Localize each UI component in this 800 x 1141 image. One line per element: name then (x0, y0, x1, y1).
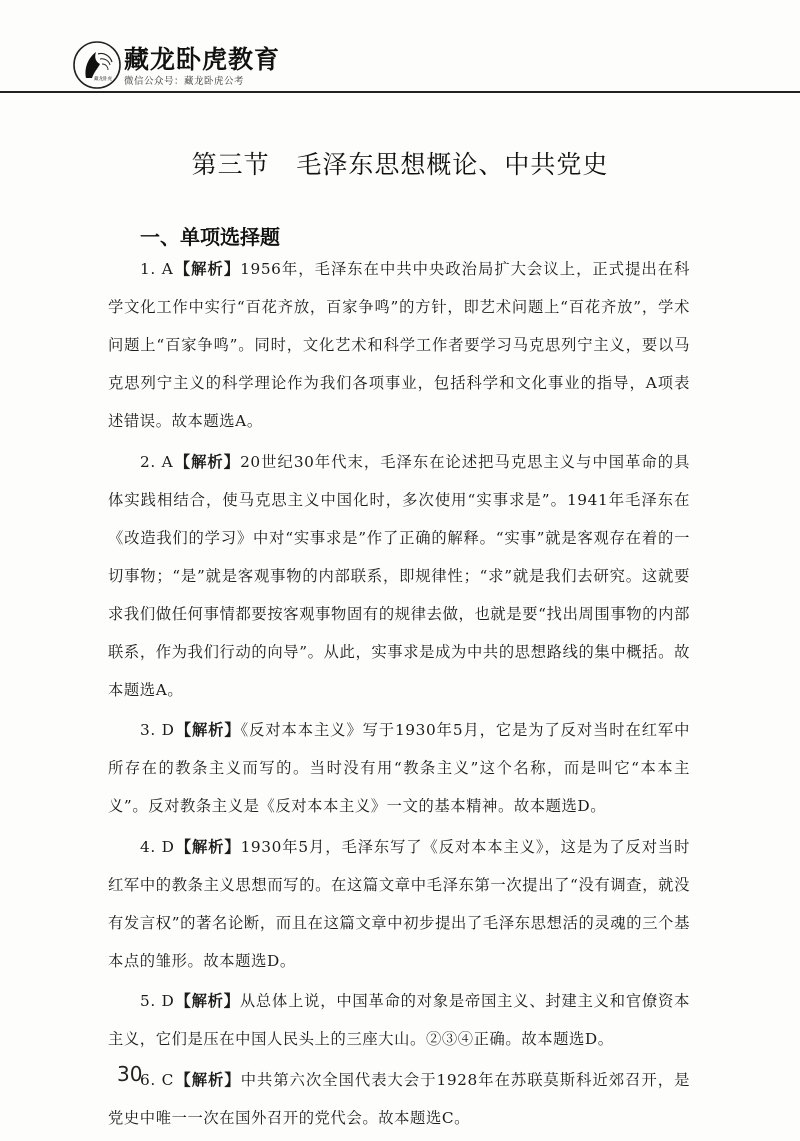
brand-logo-icon (72, 40, 122, 90)
answer-number: 3. D (140, 721, 175, 739)
analysis-tag: 【解析】 (175, 992, 240, 1010)
answer-item (108, 711, 690, 825)
answer-item (108, 443, 690, 709)
answer-number: 1. A (140, 260, 174, 278)
header-divider (0, 91, 800, 93)
answer-number: 5. D (140, 992, 175, 1010)
answer-item (108, 1061, 690, 1137)
answer-list (108, 250, 690, 1139)
page-header (0, 0, 800, 92)
answer-text: 1956年，毛泽东在中共中央政治局扩大会议上，正式提出在科学文化工作中实行“百花齐放，百家争鸣”的方针，即艺术问题上“百花齐放”，学术问题上“百家争鸣”。同时，文化艺术和科学工作者要学习马克思列宁主义，要以马克思列宁主义的科学理论作为我们各项事业，包括科学和文化事业的指导，A项表述错误。故本题选A。 (108, 260, 691, 430)
subheading: 一、单项选择题 (140, 224, 280, 249)
answer-text: 1930年5月，毛泽东写了《反对本本主义》，这是为了反对当时红军中的教条主义思想而写的。在这篇文章中毛泽东第一次提出了“没有调查，就没有发言权”的著名论断，而且在这篇文章中初步提出了毛泽东思想活的灵魂的三个基本点的雏形。故本题选D。 (108, 837, 691, 970)
answer-text: 《反对本本主义》写于1930年5月，它是为了反对当时在红军中所存在的教条主义而写的。当时没有用“教条主义”这个名称，而是叫它“本本主义”。反对教条主义是《反对本本主义》一文的基本精神。故本题选D。 (108, 721, 691, 815)
answer-number: 4. D (140, 837, 175, 856)
answer-number: 6. C (140, 1070, 174, 1089)
answer-number: 2. A (140, 452, 174, 471)
answer-item (108, 828, 690, 980)
brand-title: 藏龙卧虎教育 (124, 45, 281, 74)
analysis-tag: 【解析】 (174, 1070, 241, 1089)
page-number: 30 (117, 1062, 143, 1086)
answer-text: 从总体上说，中国革命的对象是帝国主义、封建主义和官僚资本主义，它们是压在中国人民头上的三座大山。②③④正确。故本题选D。 (108, 992, 690, 1048)
analysis-tag: 【解析】 (175, 837, 241, 856)
answer-text: 20世纪30年代末，毛泽东在论述把马克思主义与中国革命的具体实践相结合，使马克思主义中国化时，多次使用“实事求是”。1941年毛泽东在《改造我们的学习》中对“实事求是”作了正确的解释。“实事”就是客观存在着的一切事物；“是”就是客观事物的内部联系，即规律性；“求”就是我们去研究。这就要求我们做任何事情都要按客观事物固有的规律去做，也就是要“找出周围事物的内部联系，作为我们行动的向导”。从此，实事求是成为中共的思想路线的集中概括。故本题选A。 (108, 452, 690, 699)
analysis-tag: 【解析】 (174, 452, 241, 471)
answer-item (108, 982, 690, 1058)
analysis-tag: 【解析】 (175, 721, 241, 739)
brand-subtitle: 微信公众号：藏龙卧虎公考 (124, 76, 245, 87)
svg-text:藏龙卧虎: 藏龙卧虎 (94, 77, 112, 82)
answer-text: 中共第六次全国代表大会于1928年在苏联莫斯科近郊召开，是党史中唯一一次在国外召开的党代会。故本题选C。 (108, 1070, 690, 1127)
analysis-tag: 【解析】 (174, 260, 241, 278)
section-title: 第三节 毛泽东思想概论、中共党史 (191, 149, 609, 179)
answer-item (108, 250, 690, 440)
